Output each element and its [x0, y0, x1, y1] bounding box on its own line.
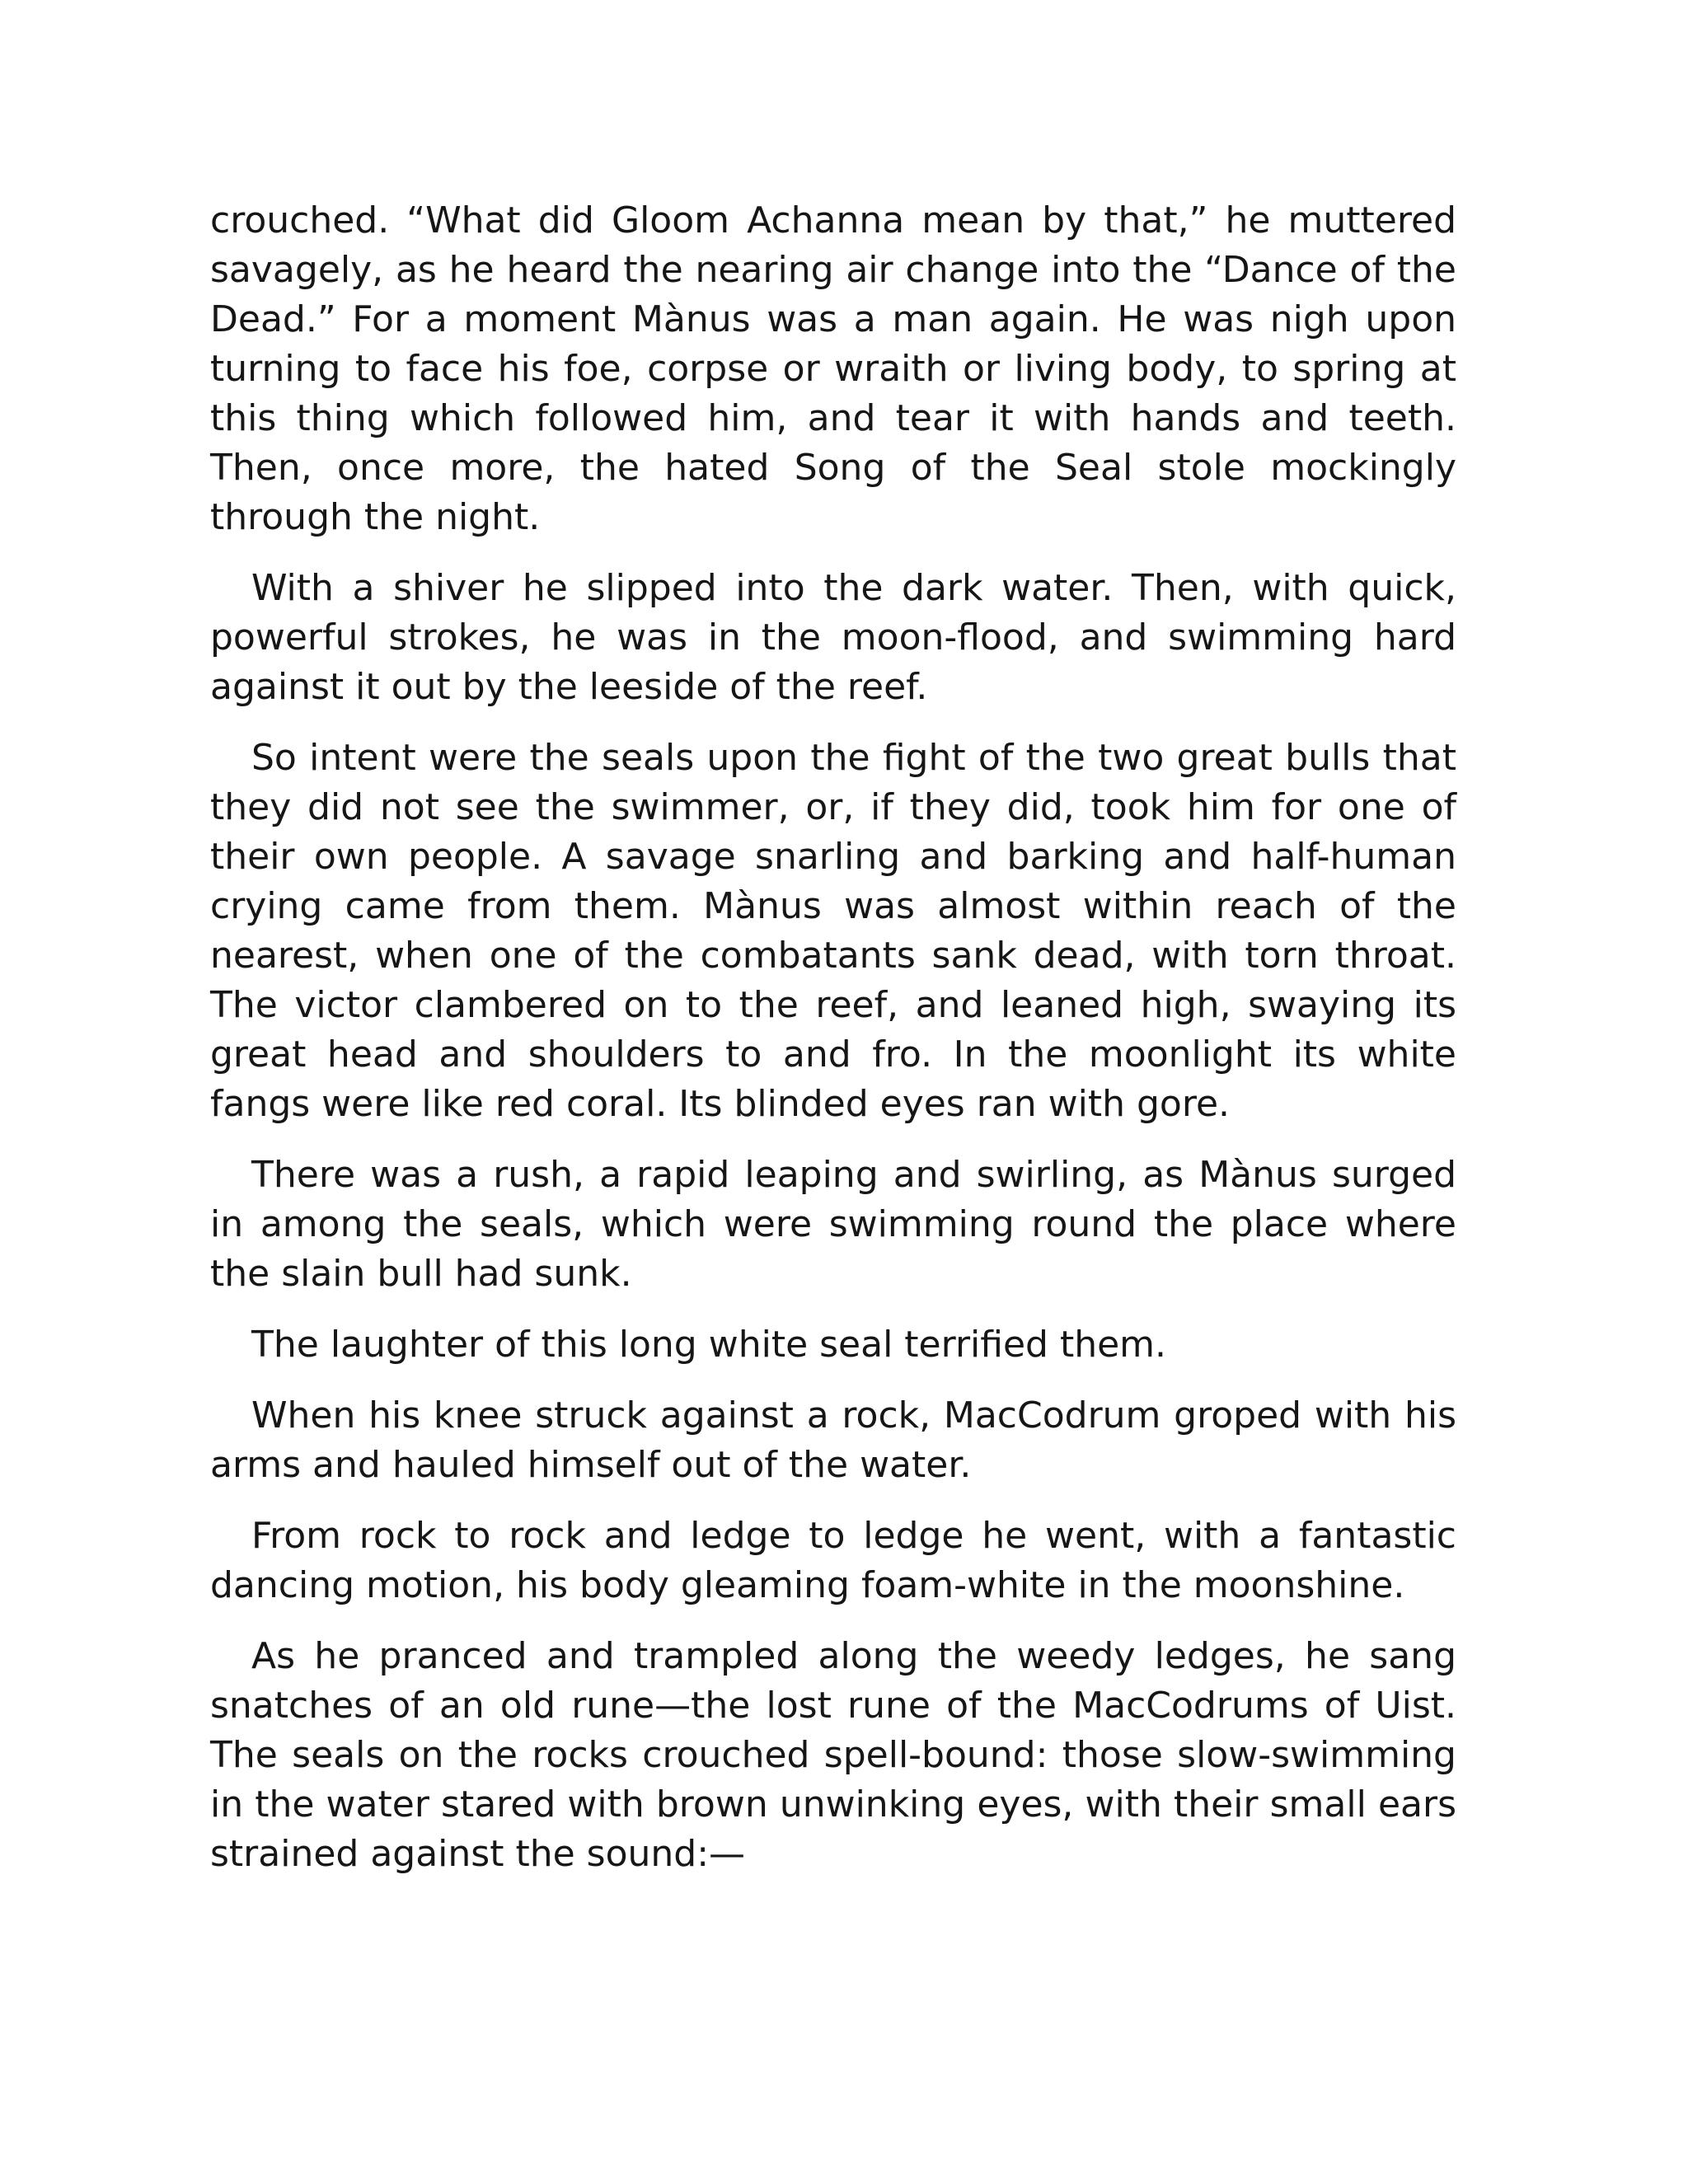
- paragraph-4: There was a rush, a rapid leaping and swirling, as Mànus surged in among the seals, which were swimming round the place where the slain bull had sunk.: [210, 1154, 1456, 1295]
- paragraph-5: The laughter of this long white seal terrified them.: [251, 1324, 1167, 1366]
- paragraph-6: When his knee struck against a rock, MacCodrum groped with his arms and hauled himself out of the water.: [210, 1394, 1456, 1486]
- paragraph-3: So intent were the seals upon the fight of the two great bulls that they did not see the swimmer, or, if they did, took him for one of their own people. A savage snarling and barking and half-human crying came from them. Mànus was almost within reach of the nearest, when one of the combatants sank dead, with torn throat. The victor clambered on to the reef, and leaned high, swaying its great head and shoulders to and fro. In the moonlight its white fangs were like red coral. Its blinded eyes ran with gore.: [210, 737, 1456, 1125]
- paragraph-7: From rock to rock and ledge to ledge he went, with a fantastic dancing motion, his body gleaming foam-white in the moonshine.: [210, 1515, 1456, 1606]
- page-body: [210, 196, 1456, 1900]
- paragraph-1: crouched. “What did Gloom Achanna mean by that,” he muttered savagely, as he heard the nearing air change into the “Dance of the Dead.” For a moment Mànus was a man again. He was nigh upon turning to face his foe, corpse or wraith or living body, to spring at this thing which followed him, and tear it with hands and teeth. Then, once more, the hated Song of the Seal stole mockingly through the night.: [210, 199, 1456, 538]
- paragraph-8: As he pranced and trampled along the weedy ledges, he sang snatches of an old rune—the lost rune of the MacCodrums of Uist. The seals on the rocks crouched spell-bound: those slow-swimming in the water stared with brown unwinking eyes, with their small ears strained against the sound:—: [210, 1635, 1456, 1875]
- paragraph-2: With a shiver he slipped into the dark water. Then, with quick, powerful strokes, he was in the moon-flood, and swimming hard against it out by the leeside of the reef.: [210, 567, 1456, 708]
